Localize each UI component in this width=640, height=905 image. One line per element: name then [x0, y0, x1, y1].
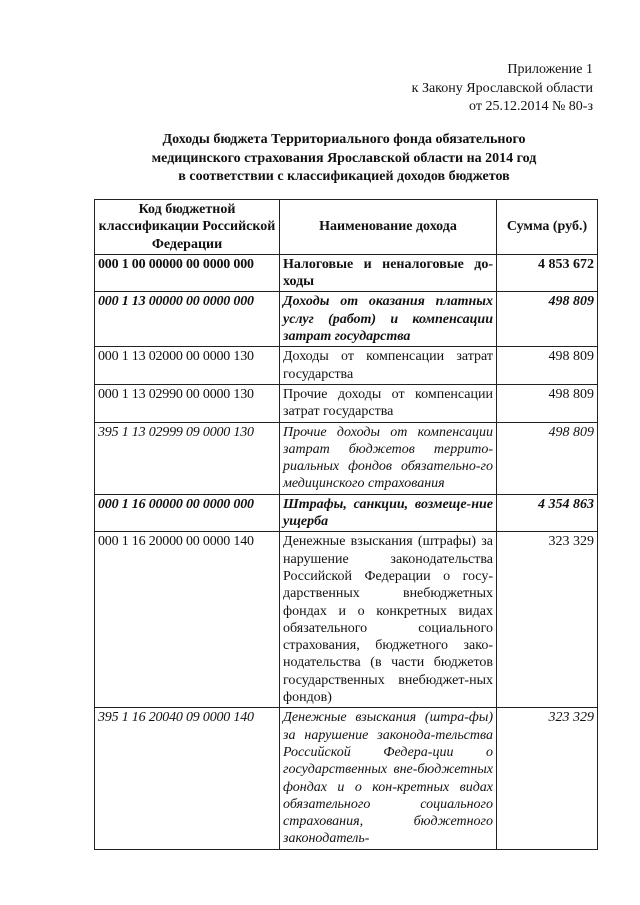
amount-cell: 323 329 [497, 708, 598, 849]
budget-code-cell: 000 1 16 00000 00 0000 000 [95, 494, 280, 532]
amount-cell: 498 809 [497, 292, 598, 347]
header-code: Код бюджетной классификации Российской Федерации [95, 200, 280, 255]
revenue-name-cell: Доходы от оказания платных услуг (работ) и компенсации затрат государства [280, 292, 497, 347]
revenue-name-cell: Денежные взыскания (штра-фы) за нарушение законода-тельства Российской Федера-ции о государственных вне-бюджетных фондах и о кон-кретных видах обязательного социального страхования, бюджетного законодатель- [280, 708, 497, 849]
amount-cell: 4 853 672 [497, 254, 598, 292]
document-title [90, 131, 598, 187]
amount-cell: 323 329 [497, 532, 598, 708]
budget-code-cell: 000 1 16 20000 00 0000 140 [95, 532, 280, 708]
revenue-name-cell: Налоговые и неналоговые до-ходы [280, 254, 497, 292]
appendix-line-2: к Закону Ярославской области [411, 80, 593, 96]
amount-cell: 498 809 [497, 347, 598, 385]
header-name: Наименование дохода [280, 200, 497, 255]
title-line-2: медицинского страхования Ярославской области на 2014 год [151, 150, 537, 166]
revenue-name-cell: Денежные взыскания (штрафы) за нарушение законодательства Российской Федерации о госу-дарственных внебюджетных фондах и о конкретных видах обязательного социального страхования, бюджетного зако-нодательства (в части бюджетов государственных внебюджет-ных фондов) [280, 532, 497, 708]
appendix-line-3: от 25.12.2014 № 80-з [469, 99, 593, 114]
table-row [95, 708, 598, 849]
table-header-row [95, 200, 598, 255]
budget-code-cell: 395 1 13 02999 09 0000 130 [95, 422, 280, 494]
appendix-line-1: Приложение 1 [507, 62, 593, 77]
table-body [95, 254, 598, 849]
title-line-3: в соответствии с классификацией доходов бюджетов [178, 169, 510, 184]
amount-cell: 498 809 [497, 384, 598, 422]
table-row [95, 384, 598, 422]
header-sum: Сумма (руб.) [497, 200, 598, 255]
table-row [95, 422, 598, 494]
amount-cell: 498 809 [497, 422, 598, 494]
table-row [95, 532, 598, 708]
budget-code-cell: 000 1 13 00000 00 0000 000 [95, 292, 280, 347]
revenue-name-cell: Прочие доходы от компенсации затрат бюджетов террито-риальных фондов обязательно-го медицинского страхования [280, 422, 497, 494]
appendix-reference [412, 61, 593, 117]
revenue-name-cell: Прочие доходы от компенсации затрат государства [280, 384, 497, 422]
budget-code-cell: 395 1 16 20040 09 0000 140 [95, 708, 280, 849]
table-row [95, 347, 598, 385]
revenue-name-cell: Штрафы, санкции, возмеще-ние ущерба [280, 494, 497, 532]
budget-revenue-table [94, 199, 598, 850]
budget-code-cell: 000 1 13 02990 00 0000 130 [95, 384, 280, 422]
title-line-1: Доходы бюджета Территориального фонда обязательного [162, 132, 526, 147]
table-row [95, 494, 598, 532]
table-row [95, 292, 598, 347]
table-row [95, 254, 598, 292]
revenue-name-cell: Доходы от компенсации затрат государства [280, 347, 497, 385]
budget-code-cell: 000 1 13 02000 00 0000 130 [95, 347, 280, 385]
amount-cell: 4 354 863 [497, 494, 598, 532]
budget-code-cell: 000 1 00 00000 00 0000 000 [95, 254, 280, 292]
